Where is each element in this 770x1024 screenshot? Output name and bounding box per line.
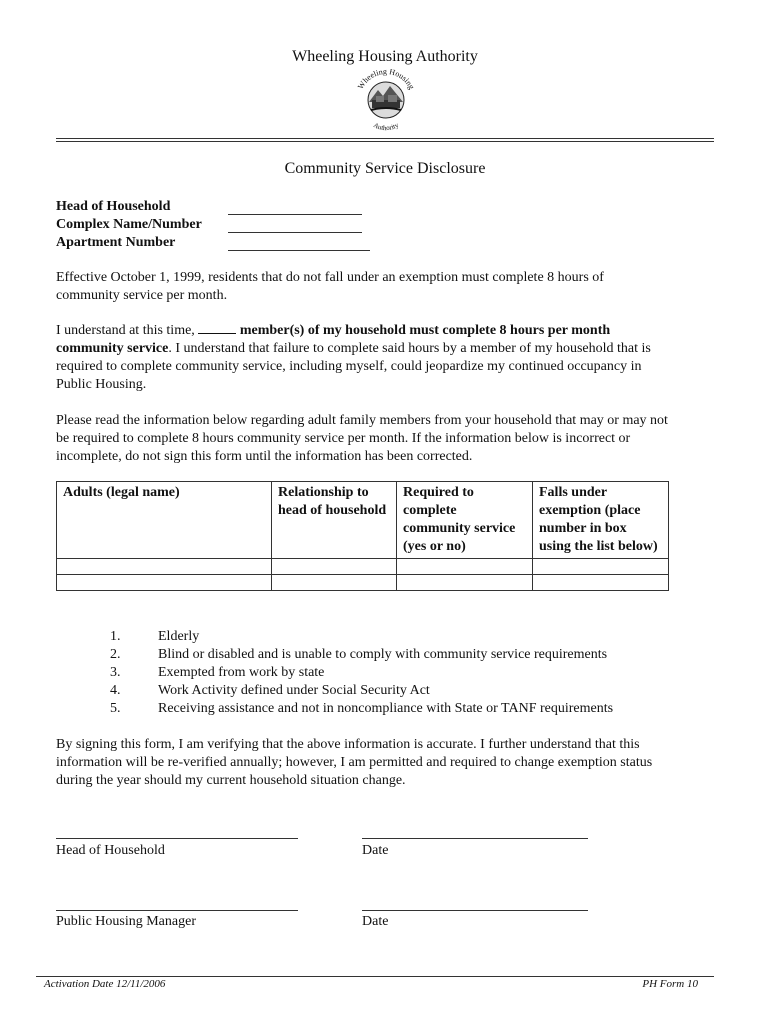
table-cell[interactable] <box>57 575 272 591</box>
table-cell[interactable] <box>397 575 533 591</box>
field-label: Head of Household <box>56 199 171 214</box>
list-item: 5. Receiving assistance and not in noncompliance with State or TANF requirements <box>110 701 614 716</box>
para2-end: . I understand that failure to complete said hours by a member of my household that is required to complete community service, including myself, could jeopardize my continued occupancy in Public Housing. <box>56 341 651 392</box>
field-apartment-number <box>56 233 370 251</box>
manager-signature-label: Public Housing Manager <box>56 914 196 929</box>
header-rule-bottom <box>56 141 714 142</box>
form-title: Community Service Disclosure <box>284 160 486 177</box>
head-signature-label: Head of Household <box>56 843 165 858</box>
footer-rule <box>36 976 714 977</box>
list-item: 1. Elderly <box>110 629 200 644</box>
date-line-1[interactable] <box>362 838 588 839</box>
date-line-2[interactable] <box>362 910 588 911</box>
field-head-of-household <box>56 197 370 215</box>
col-relationship: Relationship to head of household <box>272 482 397 559</box>
table-row <box>57 559 669 575</box>
complex-name-blank[interactable] <box>228 220 362 233</box>
activation-date: Activation Date 12/11/2006 <box>44 978 166 990</box>
col-adults: Adults (legal name) <box>57 482 272 559</box>
list-item: 3. Exempted from work by state <box>110 665 325 680</box>
seal-text-top: Wheeling Housing <box>355 66 417 91</box>
head-of-household-blank[interactable] <box>228 202 362 215</box>
instructions-paragraph: Please read the information below regarding adult family members from your household that may or may not be required to complete 8 hours community service per month. If the information below is incorrect or incomplete, do not sign this form until the information has been corrected. <box>56 413 668 464</box>
table-row <box>57 575 669 591</box>
table-cell[interactable] <box>272 559 397 575</box>
table-cell[interactable] <box>533 559 669 575</box>
form-number: PH Form 10 <box>642 978 698 990</box>
seal-text-bottom: Authority <box>372 121 400 133</box>
table-cell[interactable] <box>397 559 533 575</box>
col-required: Required to complete community service (yes or no) <box>397 482 533 559</box>
adults-table <box>56 481 669 591</box>
date-label-1: Date <box>362 843 389 858</box>
table-cell[interactable] <box>272 575 397 591</box>
list-item: 2. Blind or disabled and is unable to comply with community service requirements <box>110 647 608 662</box>
table-header-row <box>57 482 669 559</box>
col-exemption: Falls under exemption (place number in box using the list below) <box>533 482 669 559</box>
effective-paragraph: Effective October 1, 1999, residents that do not fall under an exemption must complete 8 hours of community service per month. <box>56 270 604 303</box>
field-complex-name <box>56 215 370 233</box>
table-cell[interactable] <box>533 575 669 591</box>
list-item: 4. Work Activity defined under Social Security Act <box>110 683 430 698</box>
agency-name: Wheeling Housing Authority <box>292 48 478 65</box>
field-label: Complex Name/Number <box>56 217 202 232</box>
manager-signature-line[interactable] <box>56 910 298 911</box>
housing-authority-seal <box>350 66 422 138</box>
exemption-list <box>110 628 613 718</box>
table-cell[interactable] <box>57 559 272 575</box>
household-fields <box>56 197 370 251</box>
para2-start: I understand at this time, <box>56 323 195 338</box>
para2-bold: member(s) of my household must complete 8 hours per month community service <box>56 323 611 356</box>
member-count-blank[interactable] <box>198 333 236 334</box>
header-rule-top <box>56 138 714 139</box>
apartment-number-blank[interactable] <box>228 238 370 251</box>
field-label: Apartment Number <box>56 235 176 250</box>
understanding-paragraph <box>56 322 670 394</box>
date-label-2: Date <box>362 914 389 929</box>
verification-paragraph: By signing this form, I am verifying that the above information is accurate. I further understand that this information will be re-verified annually; however, I am permitted and required to change exemption status during the year should my current household situation change. <box>56 737 653 788</box>
head-signature-line[interactable] <box>56 838 298 839</box>
